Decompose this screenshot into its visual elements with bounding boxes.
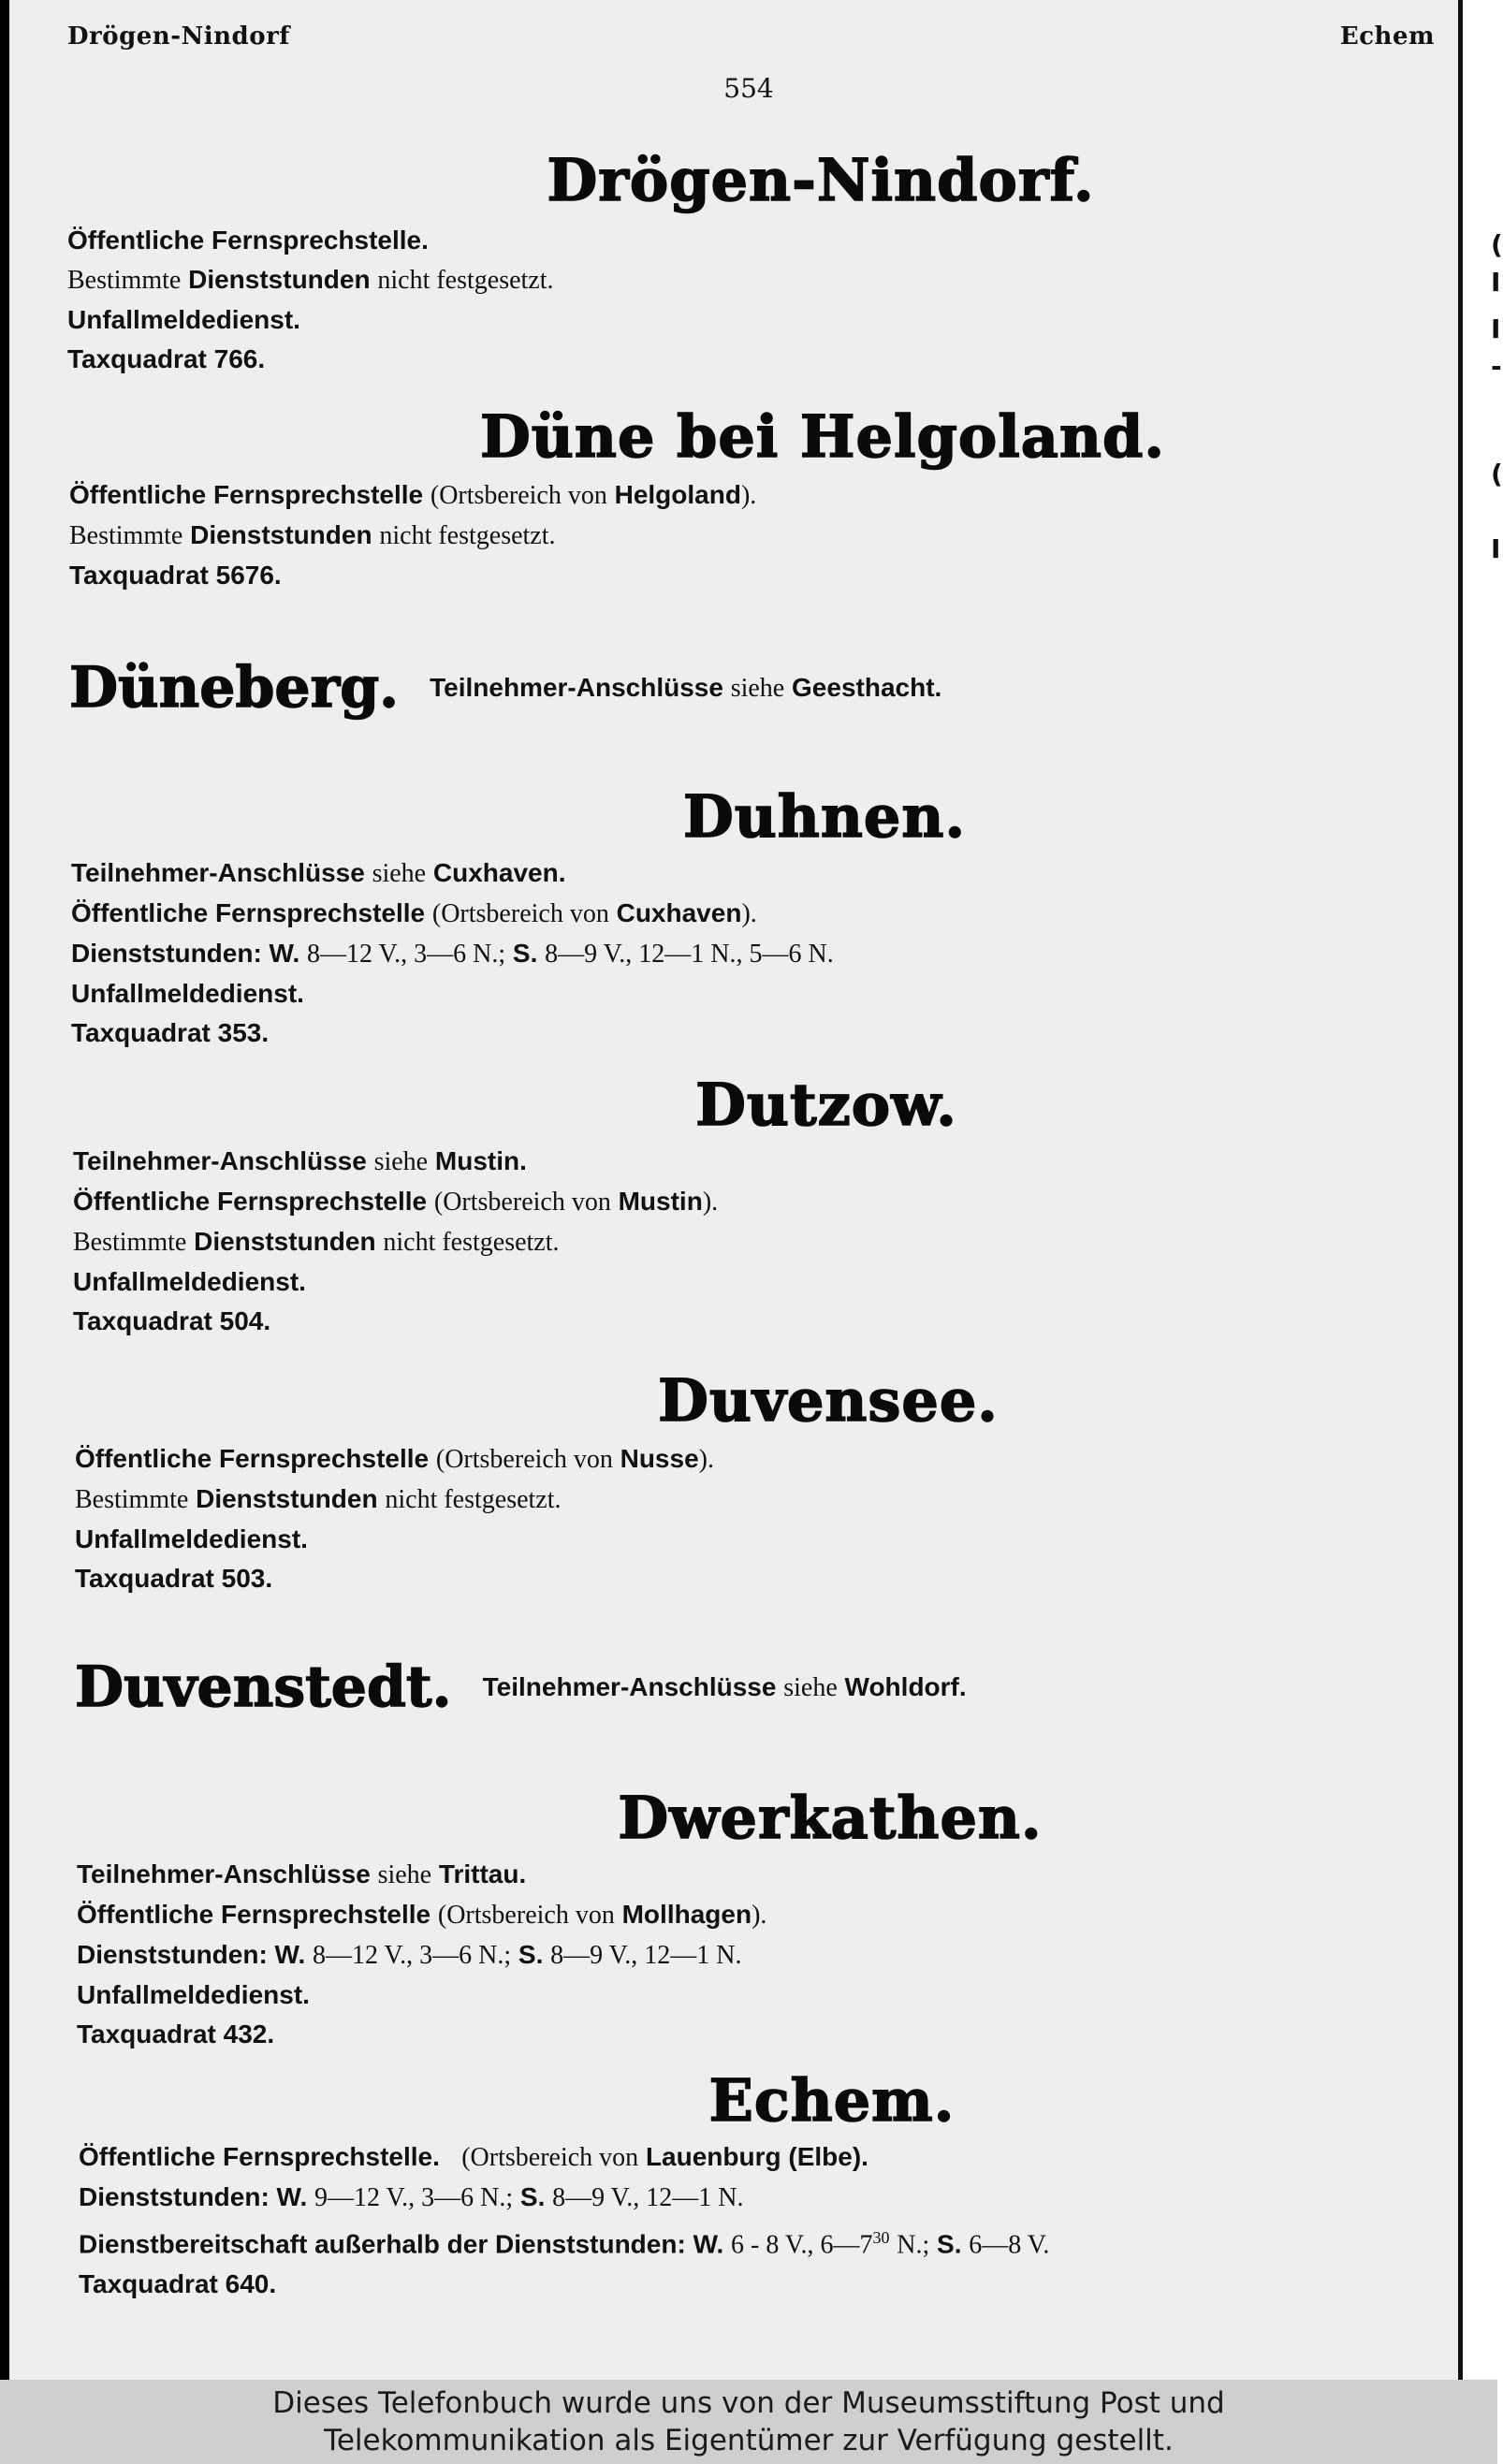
page-number: 554 [723,73,774,104]
entry-drogen-nindorf [67,148,1434,379]
entry-line: Taxquadrat 503. [75,1564,273,1593]
entry-line: Bestimmte Dienststunden nicht festgesetzt. [75,1484,562,1514]
entry-title: Drögen-Nindorf. [547,146,1095,214]
entry-title: Duvenstedt. [75,1655,452,1720]
adjacent-page-glyph: ( [1491,229,1503,260]
adjacent-page-glyph: I [1491,313,1501,344]
entry-line: Dienstbereitschaft außerhalb der Dienststunden: W. 6 - 8 V., $6—7^{30}$ N.; S. 6—8 V. [79,2228,1050,2260]
entry-title: Echem. [708,2066,956,2135]
entry-title: Dutzow. [695,1071,957,1139]
entry-line: Öffentliche Fernsprechstelle (Ortsbereich von Mustin). [73,1187,719,1217]
entry-title: Düneberg. [69,655,400,721]
entry-line: Taxquadrat 504. [73,1306,271,1335]
entry-line: Unfallmeldedienst. [77,1980,310,2009]
entry-duvenstedt [75,1655,1441,1720]
entry-line: Unfallmeldedienst. [71,979,304,1008]
entry-duvensee [75,1368,1441,1598]
entry-line: Teilnehmer-Anschlüsse siehe Cuxhaven. [71,858,566,888]
entry-line: Öffentliche Fernsprechstelle (Ortsbereich von Helgoland). [69,480,757,510]
entry-line: Dienststunden: W. 9—12 V., 3—6 N.; S. 8—9 V., 12—1 N. [79,2182,744,2212]
running-head-left: Drögen-Nindorf [67,22,290,51]
entry-line: Bestimmte Dienststunden nicht festgesetzt. [73,1227,560,1257]
adjacent-page-glyph: I [1491,267,1501,298]
adjacent-page-glyph: I [1491,533,1501,564]
entry-note: Teilnehmer-Anschlüsse siehe Wohldorf. [482,1671,967,1702]
entry-line: Taxquadrat 432. [77,2019,275,2048]
entry-line: Unfallmeldedienst. [75,1524,308,1553]
entry-line: Teilnehmer-Anschlüsse siehe Trittau. [77,1859,527,1889]
entry-title: Düne bei Helgoland. [480,402,1165,471]
entry-note: Teilnehmer-Anschlüsse siehe Geesthacht. [430,672,942,703]
footer-line: Dieses Telefonbuch wurde uns von der Museumsstiftung Post und [272,2386,1225,2420]
entry-duhnen [71,784,1437,1053]
entry-title: Duhnen. [682,782,967,851]
entry-duneberg [69,655,1436,721]
running-head-right: Echem [1339,22,1435,51]
adjacent-page-edge [1463,0,1503,2380]
entry-dune-bei-helgoland [69,404,1436,595]
entry-line: Bestimmte Dienststunden nicht festgesetzt. [69,520,556,550]
entry-line: Öffentliche Fernsprechstelle (Ortsbereich von Cuxhaven). [71,898,757,928]
entry-line: Taxquadrat 640. [79,2269,277,2299]
entry-line: Öffentliche Fernsprechstelle (Ortsbereich von Nusse). [75,1444,714,1474]
entry-line: Öffentliche Fernsprechstelle (Ortsbereich von Mollhagen). [77,1900,767,1930]
entry-line: Taxquadrat 353. [71,1018,270,1047]
entry-dutzow [73,1072,1439,1341]
adjacent-page-glyph: - [1491,351,1502,382]
entry-line: Bestimmte Dienststunden nicht festgesetzt. [67,265,554,295]
entry-echem [79,2068,1445,2304]
entry-line: Öffentliche Fernsprechstelle. (Ortsbereich von Lauenburg (Elbe). [79,2142,868,2172]
entry-line: Öffentliche Fernsprechstelle. [67,226,429,255]
entry-line: Dienststunden: W. 8—12 V., 3—6 N.; S. 8—9 V., 12—1 N., 5—6 N. [71,939,834,969]
footer-line: Telekommunikation als Eigentümer zur Verfügung gestellt. [324,2424,1174,2457]
entry-title: Duvensee. [658,1366,999,1435]
entry-line: Dienststunden: W. 8—12 V., 3—6 N.; S. 8—9 V., 12—1 N. [77,1940,742,1970]
adjacent-page-glyph: ( [1491,459,1503,489]
entry-title: Dwerkathen. [618,1784,1043,1852]
entry-line: Unfallmeldedienst. [73,1267,306,1296]
entry-line: Teilnehmer-Anschlüsse siehe Mustin. [73,1146,527,1176]
entry-line: Taxquadrat 5676. [69,561,282,590]
entry-line: Unfallmeldedienst. [67,305,300,334]
entry-dwerkathen [77,1786,1443,2054]
footer-notice [0,2380,1497,2464]
entry-line: Taxquadrat 766. [67,344,266,373]
